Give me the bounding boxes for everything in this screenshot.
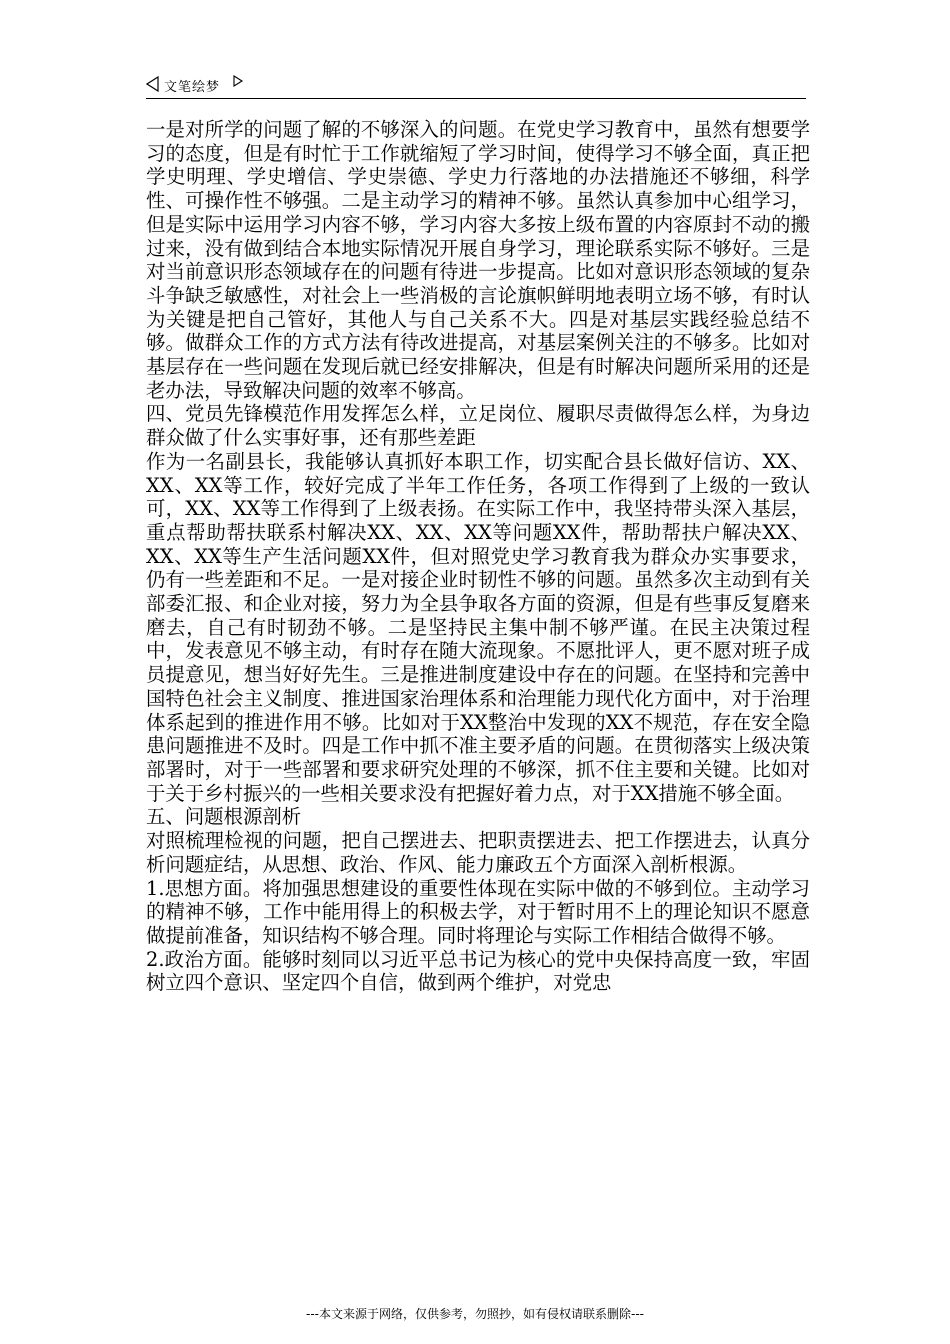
section-heading-five: 五、问题根源剖析 [146, 805, 302, 829]
page-header [146, 72, 806, 99]
paragraph-root-cause-intro: 对照梳理检视的问题，把自己摆进去、把职责摆进去、把工作摆进去，认真分析问题症结，从思想、政治、作风、能力廉政五个方面深入剖析根源。 [146, 829, 810, 876]
section-heading-four: 四、党员先锋模范作用发挥怎么样，立足岗位、履职尽责做得怎么样，为身边群众做了什么实事好事，还有那些差距 [146, 402, 810, 450]
page-footer-disclaimer: ---本文来源于网络，仅供参考，勿照抄，如有侵权请联系删除--- [306, 1307, 644, 1321]
document-body [146, 118, 810, 995]
triangle-left-icon [146, 76, 160, 92]
paragraph-issues-one: 一是对所学的问题了解的不够深入的问题。在党史学习教育中，虽然有想要学习的态度，但是有时忙于工作就缩短了学习时间，使得学习不够全面，真正把学史明理、学史增信、学史崇德、学史力行落地的办法措施还不够细，科学性、可操作性不够强。二是主动学习的精神不够。虽然认真参加中心组学习，但是实际中运用学习内容不够，学习内容大多按上级布置的内容原封不动的搬过来，没有做到结合本地实际情况开展自身学习，理论联系实际不够好。三是对当前意识形态领域存在的问题有待进一步提高。比如对意识形态领域的复杂斗争缺乏敏感性，对社会上一些消极的言论旗帜鲜明地表明立场不够，有时认为关键是把自己管好，其他人与自己关系不大。四是对基层实践经验总结不够。做群众工作的方式方法有待改进提高，对基层案例关注的不够多。比如对基层存在一些问题在发现后就已经安排解决，但是有时解决问题所采用的还是老办法，导致解决问题的效率不够高。 [146, 118, 810, 402]
paragraph-political-aspect: 2.政治方面。能够时刻同以习近平总书记为核心的党中央保持高度一致，牢固树立四个意识、坚定四个自信，做到两个维护，对党忠 [146, 947, 810, 995]
paragraph-vice-county-head: 作为一名副县长，我能够认真抓好本职工作，切实配合县长做好信访、XX、XX、XX等工作，较好完成了半年工作任务，各项工作得到了上级的一致认可，XX、XX等工作得到了上级表扬。在实际工作中，我坚持带头深入基层，重点帮助帮扶联系村解决XX、XX、XX等问题XX件，帮助帮扶户解决XX、XX、XX等生产生活问题XX件，但对照党史学习教育我为群众办实事要求，仍有一些差距和不足。一是对接企业时韧性不够的问题。虽然多次主动到有关部委汇报、和企业对接，努力为全县争取各方面的资源，但是有些事反复磨来磨去，自己有时韧劲不够。二是坚持民主集中制不够严谨。在民主决策过程中，发表意见不够主动，有时存在随大流现象。不愿批评人，更不愿对班子成员提意见，想当好好先生。三是推进制度建设中存在的问题。在坚持和完善中国特色社会主义制度、推进国家治理体系和治理能力现代化方面中，对于治理体系起到的推进作用不够。比如对于XX整治中发现的XX不规范，存在安全隐患问题推进不及时。四是工作中抓不准主要矛盾的问题。在贯彻落实上级决策部署时，对于一些部署和要求研究处理的不够深，抓不住主要和关键。比如对于关于乡村振兴的一些相关要求没有把握好着力点，对于XX措施不够全面。 [146, 449, 810, 805]
paragraph-thinking-aspect: 1.思想方面。将加强思想建设的重要性体现在实际中做的不够到位。主动学习的精神不够，工作中能用得上的积极去学，对于暂时用不上的理论知识不愿意做提前准备，知识结构不够合理。同时将理论与实际工作相结合做得不够。 [146, 876, 810, 947]
triangle-right-icon [232, 74, 244, 88]
header-brand: 文笔绘梦 [164, 80, 221, 95]
